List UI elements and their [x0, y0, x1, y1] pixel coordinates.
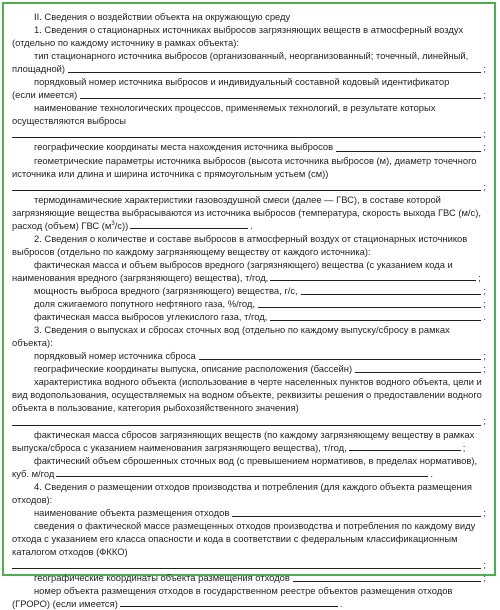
s3-number-fill[interactable] [199, 349, 482, 360]
s1-coords-field [12, 140, 486, 153]
s2-mass-text: фактическая масса и объем выбросов вредного (загрязняющего) вещества (с указанием кода и наименования вредного (загрязняющего) вещества), т/год, [12, 258, 453, 283]
s1-number-field [12, 88, 486, 101]
sep: ; [483, 506, 486, 518]
sep: . [483, 311, 486, 323]
s3-volume-text: фактический объем сброшенных сточных вод (с превышением нормативов, в пределах нормативов), куб. м/год [12, 454, 478, 479]
s4-name-label: наименование объекта размещения отходов [34, 506, 230, 518]
sep: . [430, 467, 433, 479]
s3-coords-field [12, 362, 486, 375]
s4-groro-label [12, 584, 486, 610]
s1-type-field [12, 62, 486, 75]
sep: ; [478, 271, 481, 283]
s2-co2-fill[interactable] [270, 310, 481, 321]
s1-process-label: наименование технологических процессов, применяемых технологий, в результате которых осуществляются выбросы [12, 102, 436, 127]
s1-process-line [12, 127, 486, 140]
s3-mass-text: фактическая масса сбросов загрязняющих веществ (по каждому загрязняющему веществу в рамках выпуска/сброса с указанием наименования загрязняющего вещества), т/год, [12, 428, 475, 453]
sep: ; [483, 298, 486, 310]
s1-number-fill[interactable] [80, 88, 481, 99]
sep: ; [483, 128, 486, 140]
sep: ; [462, 441, 466, 453]
s2-power-fill[interactable] [301, 284, 482, 295]
s1-geom-field [12, 154, 486, 180]
s2-heading: 2. Сведения о количестве и составе выбросов в атмосферный воздух от стационарных источников выбросов (отдельно по каждому загрязняющему веществу от каждого источника): [12, 232, 468, 257]
sep: ; [483, 572, 486, 584]
s3-water-line [12, 414, 486, 427]
s1-heading: 1. Сведения о стационарных источниках выбросов загрязняющих веществ в атмосферный воздух (отдельно по каждому источнику в рамках объекта): [12, 24, 464, 49]
s1-coords-label: географические координаты места нахождения источника выбросов [34, 141, 334, 153]
s1-geom-line [12, 180, 486, 193]
s1-thermo-text: термодинамические характеристики газовоздушной смеси (далее — ГВС), в составе которой загрязняющие вещества выбрасываются из источника выбросов (температура, скорость выхода ГВС (м/с), расход (объем) ГВС (м [12, 193, 481, 231]
s1-thermo-sup: 3 [111, 220, 115, 227]
s3-volume-label [12, 454, 486, 480]
sep: . [250, 219, 253, 231]
s1-thermo-fill[interactable] [130, 219, 248, 229]
s1-number-label: порядковый номер источника выбросов и индивидуальный составной кодовый идентификатор [34, 76, 450, 88]
s1-thermo-end: /с)) [114, 219, 129, 231]
sep: . [339, 598, 343, 610]
s3-number-label: порядковый номер источника сброса [34, 350, 196, 362]
s2-mass-fill[interactable] [270, 271, 476, 281]
s1-type-label: тип стационарного источника выбросов (организованный, неорганизованный; точечный, линейный, [34, 50, 469, 62]
s1-type-fill[interactable] [68, 62, 481, 73]
s4-mass-label: сведения о фактической массе размещенных отходов производства и потребления по каждому виду отхода с указанием его класса опасности и кода в соответствии с федеральным классификационным каталогом отходов (ФККО) [12, 519, 476, 557]
s3-coords-label: географические координаты выпуска, описание расположения (бассейн) [34, 363, 353, 375]
s2-gas-fill[interactable] [258, 297, 481, 308]
s2-mass-label [12, 258, 486, 284]
section-title: II. Сведения о воздействии объекта на окружающую среду [34, 11, 291, 22]
s4-name-field [12, 506, 486, 519]
sep: ; [483, 363, 486, 375]
s3-number-field [12, 349, 486, 362]
s1-coords-fill[interactable] [336, 141, 481, 152]
s1-process-fill[interactable] [12, 127, 481, 138]
sep: ; [483, 141, 486, 153]
s3-mass-label [12, 428, 486, 454]
s4-groro-fill[interactable] [120, 597, 338, 607]
document-frame [2, 2, 496, 610]
s4-coords-label: географические координаты объекта размещения отходов [34, 572, 290, 584]
s1-geom-label: геометрические параметры источника выбросов (высота источника выбросов (м), диаметр точечного источника или длина и ширина источника с прямоугольным устьем (см)) [12, 154, 477, 179]
sep: ; [483, 350, 486, 362]
s4-groro-text: номер объекта размещения отходов в государственном реестре объектов размещения отходов (ГРОРО) (если имеется) [12, 585, 453, 610]
s1-thermo-label [12, 193, 486, 232]
s2-co2-field [12, 310, 486, 323]
sep: ; [483, 63, 486, 75]
s4-coords-field [12, 571, 486, 584]
s3-water-fill[interactable] [12, 415, 481, 426]
s2-gas-label: доля сжигаемого попутного нефтяного газа, %/год, [34, 298, 256, 310]
s3-volume-fill[interactable] [56, 467, 428, 477]
s3-heading: 3. Сведения о выпусках и сбросах сточных вод (отдельно по каждому выпуску/сбросу в рамках объекта): [12, 324, 450, 349]
sep: ; [483, 89, 486, 101]
s1-process-field [12, 101, 486, 127]
s2-gas-field [12, 297, 486, 310]
s1-type-label-2: площадной) [12, 63, 66, 75]
s2-power-field [12, 284, 486, 297]
sep: ; [483, 415, 486, 427]
s4-coords-fill[interactable] [293, 571, 482, 582]
s3-mass-fill[interactable] [349, 441, 461, 451]
s4-mass-fill[interactable] [12, 558, 481, 569]
s3-water-label: характеристика водного объекта (использование в черте населенных пунктов водного объекта, цели и вид водопользования, осуществляемых на водном объекте, реквизиты решения о предоставлении водного объекта в пользование, категория рыбохозяйственного значения) [12, 376, 482, 414]
sep: ; [483, 558, 486, 570]
s3-coords-fill[interactable] [355, 362, 481, 373]
s2-power-label: мощность выброса вредного (загрязняющего) вещества, г/с, [34, 284, 298, 296]
s4-name-fill[interactable] [232, 506, 481, 517]
s1-geom-fill[interactable] [12, 180, 481, 191]
sep: ; [483, 180, 486, 192]
s4-mass-line [12, 558, 486, 571]
s1-number-label-2: (если имеется) [12, 89, 78, 101]
sep: ; [483, 284, 486, 296]
s2-co2-label: фактическая масса выбросов углекислого газа, т/год, [34, 311, 268, 323]
s4-heading: 4. Сведения о размещении отходов производства и потребления (для каждого объекта размещения отходов): [12, 480, 472, 505]
document-content [12, 10, 486, 610]
